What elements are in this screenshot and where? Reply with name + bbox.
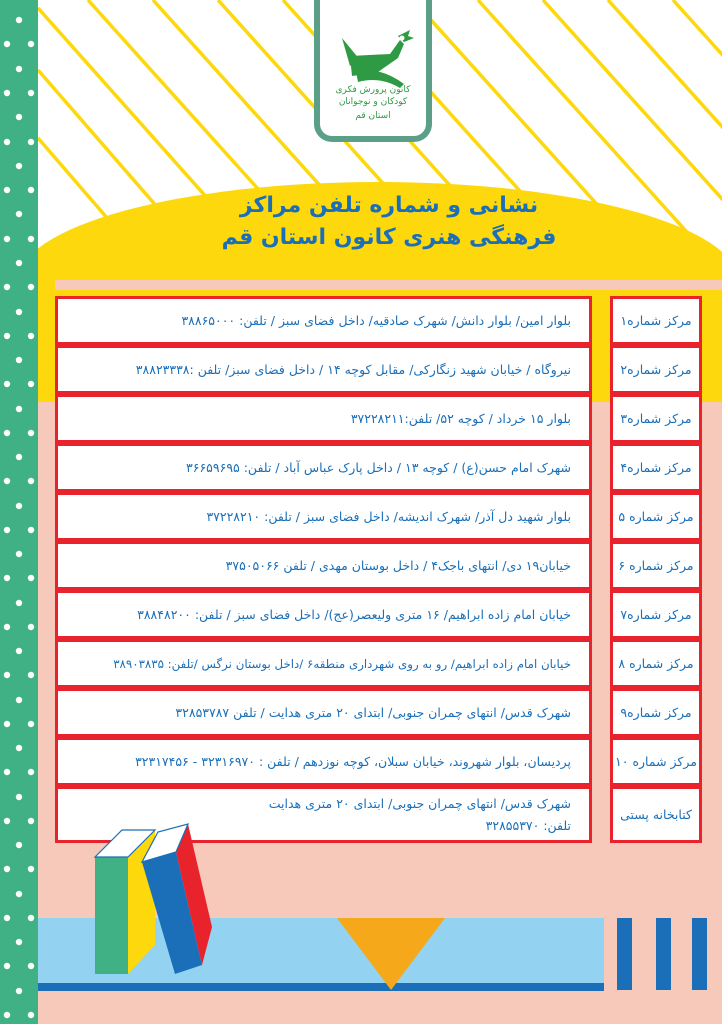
blue-bar [656, 918, 671, 990]
center-address: بلوار ۱۵ خرداد / کوچه ۵۲/ تلفن:۳۷۲۲۸۲۱۱ [55, 394, 592, 443]
dots-pattern [0, 0, 38, 1024]
blue-bar [617, 918, 632, 990]
center-label: مرکز شماره ۵ [610, 492, 702, 541]
center-address: بلوار امین/ بلوار دانش/ شهرک صادقیه/ داخل فضای سبز / تلفن: ۳۸۸۶۵۰۰۰ [55, 296, 592, 345]
banner-base [55, 280, 722, 290]
page-title [56, 190, 722, 254]
library-label: کتابخانه پستی [610, 786, 702, 843]
logo-line-1: کانون پرورش فکری [335, 85, 411, 95]
center-label: مرکز شماره۴ [610, 443, 702, 492]
center-label: مرکز شماره۹ [610, 688, 702, 737]
blue-bar [692, 918, 707, 990]
center-address: خیابان امام زاده ابراهیم/ رو به روی شهرداری منطقه۶ /داخل بوستان نرگس /تلفن: ۳۸۹۰۳۸۳۵ [55, 639, 592, 688]
library-address-line-1: شهرک قدس/ انتهای چمران جنوبی/ ابتدای ۲۰ متری هدایت [268, 795, 571, 811]
logo-line-3: استان قم [355, 111, 391, 121]
title-line-2: فرهنگی هنری کانون استان قم [221, 225, 557, 250]
center-address: شهرک قدس/ انتهای چمران جنوبی/ ابتدای ۲۰ متری هدایت / تلفن ۳۲۸۵۳۷۸۷ [55, 688, 592, 737]
logo-line-2: کودکان و نوجوانان [338, 97, 408, 107]
dotted-side-strip [0, 0, 38, 1024]
orange-triangle [337, 918, 445, 990]
center-address: پردیسان، بلوار شهروند، خیابان سبلان، کوچه نوزدهم / تلفن : ۳۲۳۱۶۹۷۰ - ۳۲۳۱۷۴۵۶ [55, 737, 592, 786]
library-phone: تلفن: ۳۲۸۵۵۳۷۰ [485, 817, 571, 833]
center-address: خیابان۱۹ دی/ انتهای باجک۴ / داخل بوستان مهدی / تلفن ۳۷۵۰۵۰۶۶ [55, 541, 592, 590]
center-label: مرکز شماره ۶ [610, 541, 702, 590]
center-label: مرکز شماره۷ [610, 590, 702, 639]
shelf-line [38, 983, 604, 991]
books-icon [80, 822, 220, 982]
center-address: خیابان امام زاده ابراهیم/ ۱۶ متری ولیعصر(عج)/ داخل فضای سبز / تلفن: ۳۸۸۴۸۲۰۰ [55, 590, 592, 639]
kanoon-logo [314, 0, 432, 142]
title-line-1: نشانی و شماره تلفن مراکز [239, 193, 539, 218]
center-address: بلوار شهید دل آذر/ شهرک اندیشه/ داخل فضای سبز / تلفن: ۳۷۲۲۸۲۱۰ [55, 492, 592, 541]
center-address: شهرک امام حسن(ع) / کوچه ۱۳ / داخل پارک عباس آباد / تلفن: ۳۶۶۵۹۶۹۵ [55, 443, 592, 492]
center-label: مرکز شماره ۸ [610, 639, 702, 688]
center-label: مرکز شماره ۱۰ [610, 737, 702, 786]
center-label: مرکز شماره۲ [610, 345, 702, 394]
center-label: مرکز شماره۱ [610, 296, 702, 345]
center-address: نیروگاه / خیابان شهید زنگارکی/ مقابل کوچه ۱۴ / داخل فضای سبز/ تلفن :۳۸۸۲۳۳۳۸ [55, 345, 592, 394]
center-label: مرکز شماره۳ [610, 394, 702, 443]
